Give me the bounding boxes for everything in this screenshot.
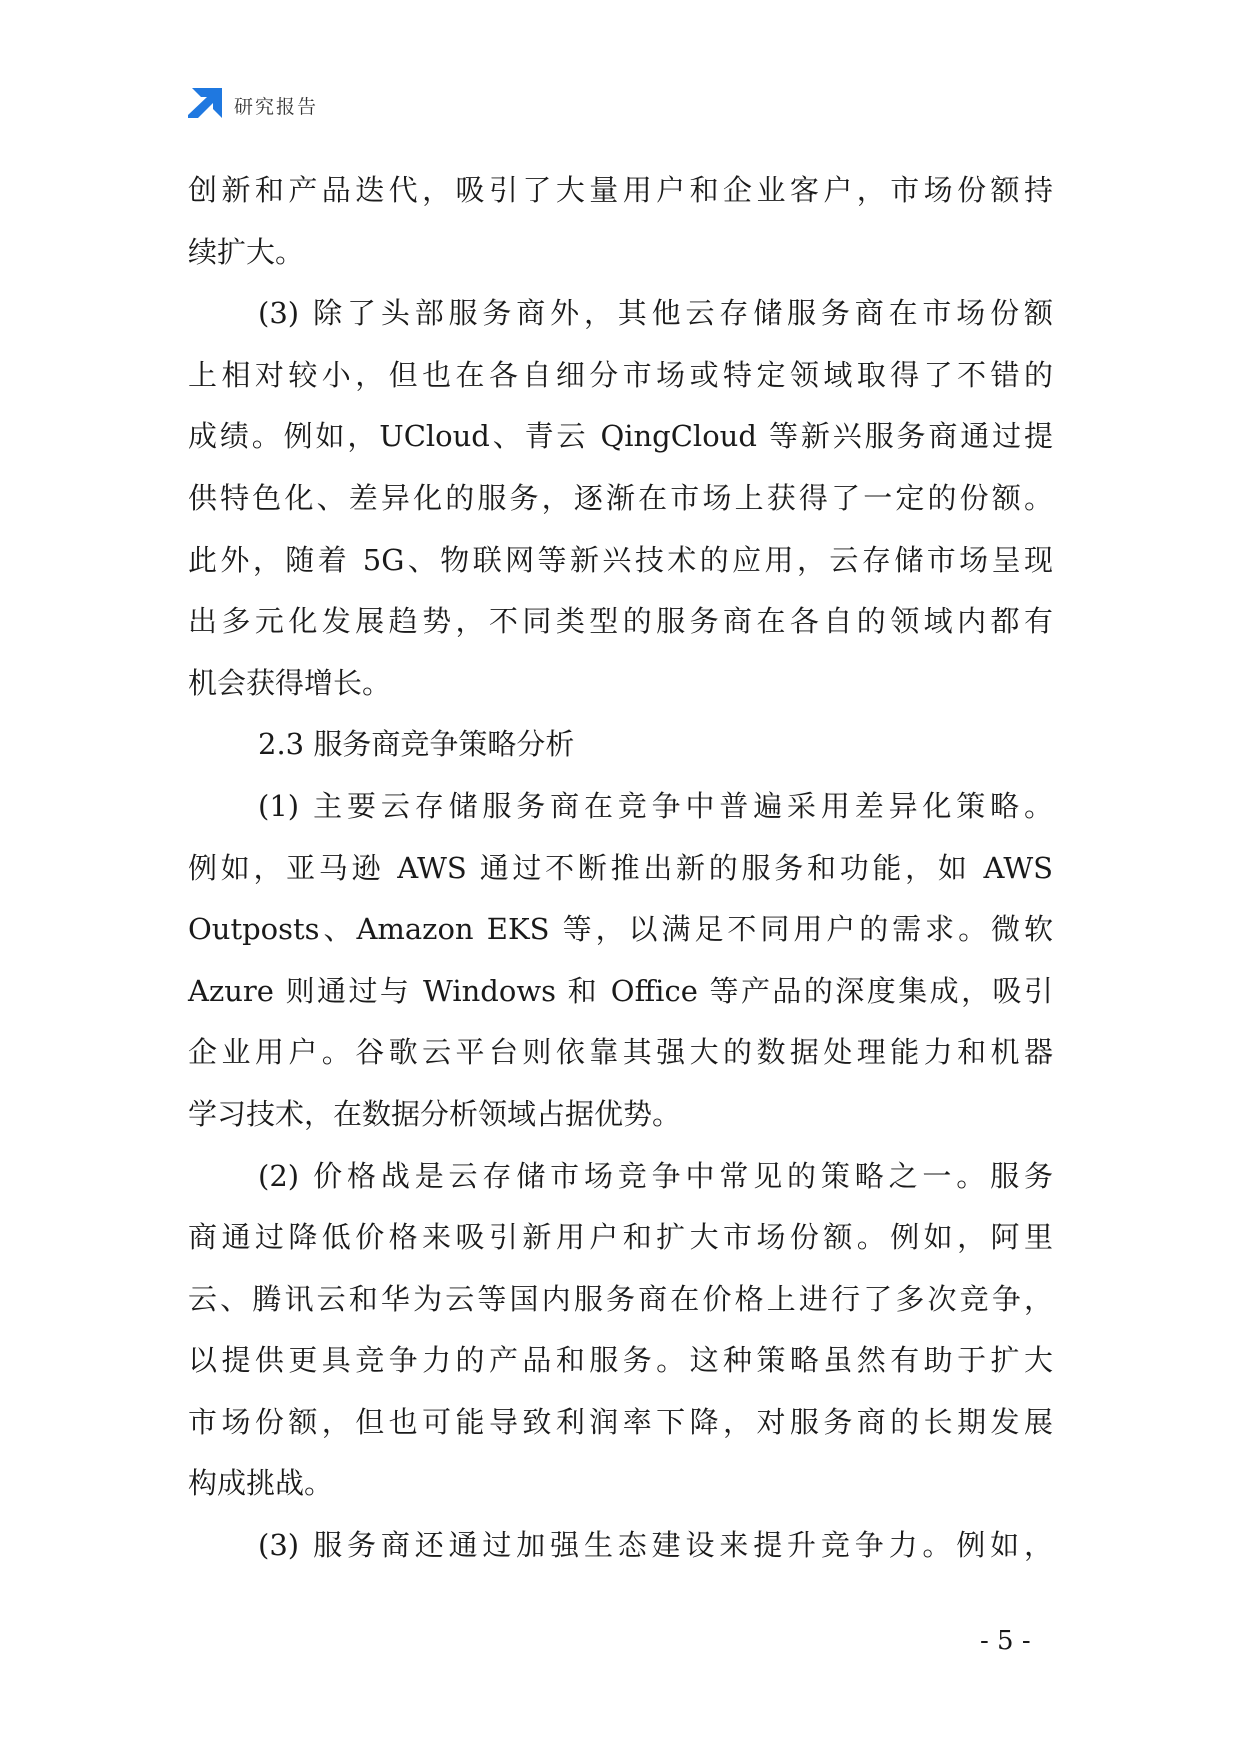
text-line: 例如，亚马逊 AWS 通过不断推出新的服务和功能，如 AWS (188, 850, 1053, 885)
page-header (188, 88, 318, 122)
page-number: - 5 - (980, 1626, 1031, 1656)
text-line: Outposts、Amazon EKS 等，以满足不同用户的需求。微软 (188, 912, 1053, 947)
text-line: 成绩。例如，UCloud、青云 QingCloud 等新兴服务商通过提 (188, 419, 1053, 454)
text-line: 供特色化、差异化的服务，逐渐在市场上获得了一定的份额。 (188, 480, 1053, 515)
text-line: 企业用户。谷歌云平台则依靠其强大的数据处理能力和机器 (188, 1035, 1053, 1070)
document-body (188, 160, 1053, 1577)
text-line: 云、腾讯云和华为云等国内服务商在价格上进行了多次竞争， (188, 1281, 1053, 1316)
text-line: 续扩大。 (188, 234, 305, 269)
text-line: (3) 除了头部服务商外，其他云存储服务商在市场份额 (258, 296, 1053, 331)
text-line: Azure 则通过与 Windows 和 Office 等产品的深度集成，吸引 (188, 973, 1053, 1008)
text-line: 学习技术，在数据分析领域占据优势。 (188, 1096, 682, 1131)
text-line: 构成挑战。 (188, 1466, 334, 1501)
section-heading: 2.3 服务商竞争策略分析 (258, 727, 575, 762)
arrow-up-right-logo-icon (188, 88, 222, 122)
text-line: (2) 价格战是云存储市场竞争中常见的策略之一。服务 (258, 1158, 1053, 1193)
text-line: 市场份额，但也可能导致利润率下降，对服务商的长期发展 (188, 1404, 1053, 1439)
text-line: 上相对较小，但也在各自细分市场或特定领域取得了不错的 (188, 357, 1053, 392)
text-line: (1) 主要云存储服务商在竞争中普遍采用差异化策略。 (258, 788, 1053, 823)
text-line: 出多元化发展趋势，不同类型的服务商在各自的领域内都有 (188, 604, 1053, 639)
text-line: (3) 服务商还通过加强生态建设来提升竞争力。例如， (258, 1528, 1053, 1563)
text-line: 机会获得增长。 (188, 665, 392, 700)
text-line: 此外，随着 5G、物联网等新兴技术的应用，云存储市场呈现 (188, 542, 1053, 577)
text-line: 创新和产品迭代，吸引了大量用户和企业客户，市场份额持 (188, 173, 1053, 207)
text-line: 商通过降低价格来吸引新用户和扩大市场份额。例如，阿里 (188, 1220, 1053, 1255)
header-title: 研究报告 (234, 95, 319, 118)
text-line: 以提供更具竞争力的产品和服务。这种策略虽然有助于扩大 (188, 1343, 1053, 1378)
